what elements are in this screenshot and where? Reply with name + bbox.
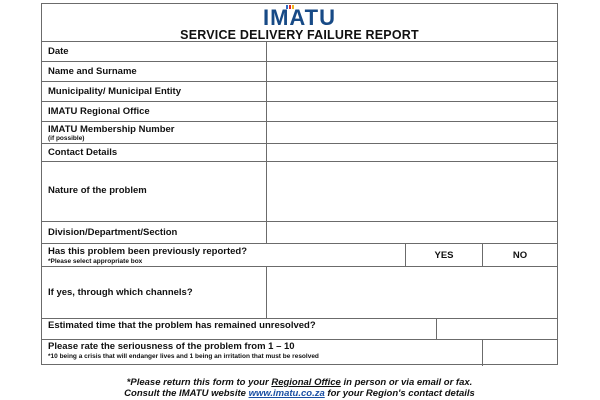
row-previously-reported [42, 243, 557, 266]
membership-number-field[interactable] [267, 122, 557, 143]
row-date [42, 41, 557, 61]
label-contact-details: Contact Details [48, 147, 118, 158]
row-seriousness [42, 339, 557, 366]
regional-office-field[interactable] [267, 102, 557, 121]
footer-line-1: *Please return this form to your Regional Office in person or via email or fax. [126, 377, 473, 388]
form-title: SERVICE DELIVERY FAILURE REPORT [180, 28, 419, 42]
nature-problem-field[interactable] [267, 162, 557, 221]
label-channels: If yes, through which channels? [48, 287, 193, 298]
row-channels [42, 266, 557, 318]
no-option[interactable]: NO [512, 249, 528, 261]
division-field[interactable] [267, 222, 557, 243]
imatu-website-link[interactable]: www.imatu.co.za [248, 388, 325, 399]
label-estimated-time: Estimated time that the problem has remained unresolved? [48, 320, 316, 331]
row-municipality [42, 81, 557, 101]
yes-option[interactable]: YES [434, 249, 454, 261]
label-name-surname: Name and Surname [48, 66, 137, 77]
form-footer [41, 377, 558, 399]
row-division [42, 221, 557, 243]
label-seriousness: Please rate the seriousness of the problem from 1 – 10 [48, 341, 295, 352]
label-nature-problem: Nature of the problem [48, 185, 147, 196]
row-membership-number [42, 121, 557, 143]
label-municipality: Municipality/ Municipal Entity [48, 86, 182, 97]
row-nature [42, 161, 557, 221]
row-estimated-time [42, 318, 557, 339]
imatu-logo-text: IMATU [262, 5, 337, 30]
label-division: Division/Department/Section [48, 227, 178, 238]
row-contact [42, 143, 557, 161]
label-membership-number: IMATU Membership Number [48, 124, 175, 135]
footer-line-2: Consult the IMATU website www.imatu.co.za for your Region's contact details [124, 388, 475, 399]
label-previously-reported: Has this problem been previously reported? [48, 246, 248, 257]
name-surname-field[interactable] [267, 62, 557, 81]
date-field[interactable] [267, 42, 557, 61]
contact-details-field[interactable] [267, 144, 557, 161]
label-previously-reported-note: *Please select appropriate box [48, 258, 143, 265]
label-date: Date [48, 46, 69, 57]
row-name [42, 61, 557, 81]
seriousness-rating-field[interactable] [483, 340, 557, 366]
label-membership-note: (if possible) [48, 135, 85, 142]
form-header [42, 4, 557, 41]
service-delivery-failure-form [41, 3, 558, 365]
regional-office-link[interactable]: Regional Office [271, 377, 341, 388]
label-seriousness-note: *10 being a crisis that will endanger lives and 1 being an irritation that must be resolved [48, 353, 319, 360]
channels-field[interactable] [267, 267, 557, 318]
municipality-field[interactable] [267, 82, 557, 101]
row-regional-office [42, 101, 557, 121]
label-regional-office: IMATU Regional Office [48, 106, 150, 117]
estimated-time-field[interactable] [437, 319, 557, 339]
